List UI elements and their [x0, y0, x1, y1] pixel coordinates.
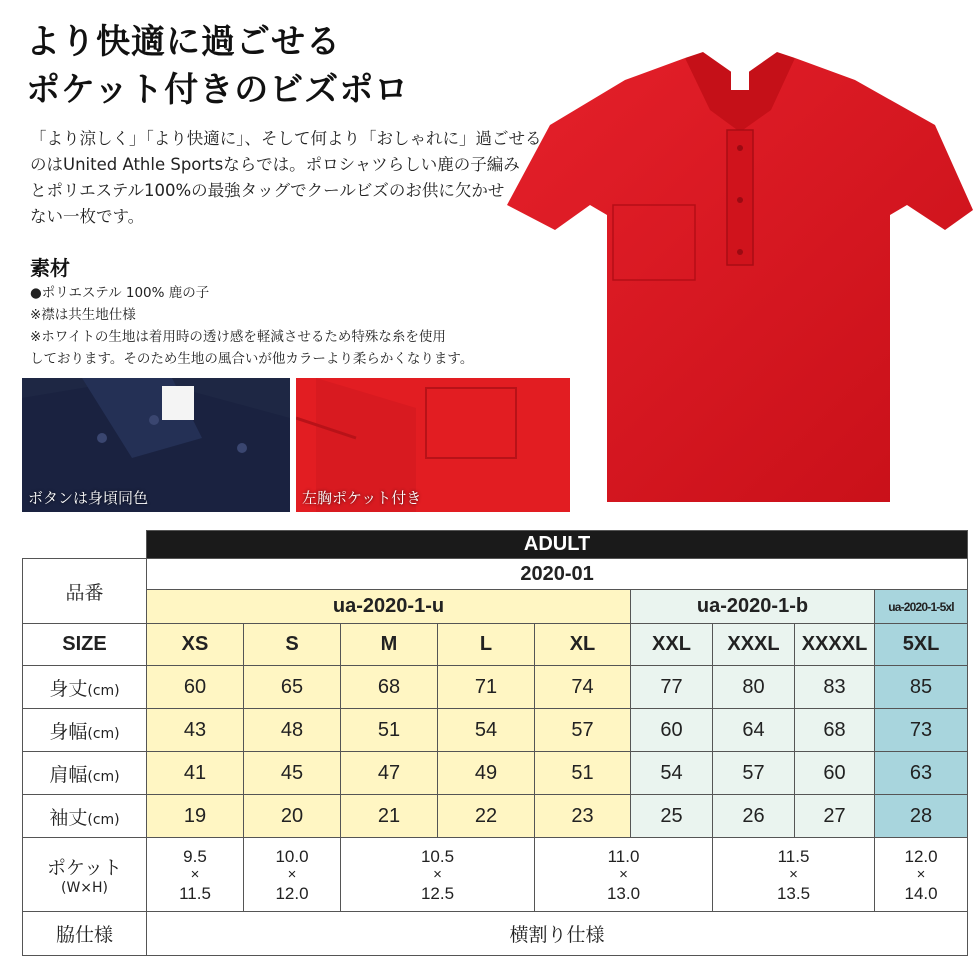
- intro-text: [30, 126, 560, 230]
- material-line: ●ポリエステル 100% 鹿の子: [30, 285, 210, 301]
- group-b: ua-2020-1-b: [631, 590, 875, 624]
- size-m: M: [341, 624, 438, 666]
- cell: 63: [875, 752, 968, 795]
- shirt-button: [737, 197, 743, 203]
- cell: 57: [535, 709, 631, 752]
- row-label-shoulder: [23, 752, 147, 795]
- cell: 21: [341, 795, 438, 838]
- table-row: [23, 752, 968, 795]
- table-corner: [23, 531, 147, 559]
- cell: 80: [713, 666, 795, 709]
- cell: 49: [438, 752, 535, 795]
- table-row: [23, 795, 968, 838]
- size-s: S: [244, 624, 341, 666]
- pocket-cell: 12.0 × 14.0: [875, 838, 968, 912]
- side-label: 脇仕様: [23, 912, 147, 956]
- row-unit: (cm): [87, 768, 120, 785]
- table-row: [23, 838, 968, 912]
- pocket-label-text: ポケット: [46, 857, 123, 879]
- intro-line: のはUnited Athle Sportsならでは。ポロシャツらしい鹿の子編み: [30, 155, 520, 174]
- page-title: [26, 18, 409, 114]
- cell: 54: [631, 752, 713, 795]
- cell: 43: [147, 709, 244, 752]
- size-table: [22, 530, 968, 956]
- cell: 19: [147, 795, 244, 838]
- cell: 57: [713, 752, 795, 795]
- material-heading: 素材: [30, 256, 70, 280]
- pocket-label: [23, 838, 147, 912]
- row-label-length: [23, 666, 147, 709]
- title-line-2: ポケット付きのビズポロ: [26, 70, 410, 110]
- cell: 60: [147, 666, 244, 709]
- material-notes: [30, 282, 570, 370]
- cell: 74: [535, 666, 631, 709]
- size-xl: XL: [535, 624, 631, 666]
- row-label: 肩幅: [49, 763, 88, 786]
- table-row: [23, 912, 968, 956]
- cell: 71: [438, 666, 535, 709]
- photo-caption: ボタンは身頃同色: [28, 489, 149, 507]
- row-label: 身丈: [49, 677, 88, 700]
- cell: 60: [631, 709, 713, 752]
- material-line: ※ホワイトの生地は着用時の透け感を軽減させるため特殊な糸を使用: [30, 329, 446, 345]
- detail-photo-pocket: [296, 378, 570, 512]
- row-label: 身幅: [49, 720, 88, 743]
- size-l: L: [438, 624, 535, 666]
- photo-caption: 左胸ポケット付き: [302, 489, 422, 507]
- cell: 45: [244, 752, 341, 795]
- shirt-button: [737, 249, 743, 255]
- pocket-cell: 11.0 × 13.0: [535, 838, 713, 912]
- size-xxxl: XXXL: [713, 624, 795, 666]
- pocket-cell: 10.5 × 12.5: [341, 838, 535, 912]
- cell: 28: [875, 795, 968, 838]
- cell: 83: [795, 666, 875, 709]
- cell: 64: [713, 709, 795, 752]
- cell: 73: [875, 709, 968, 752]
- cell: 54: [438, 709, 535, 752]
- pocket-cell: 11.5 × 13.5: [713, 838, 875, 912]
- cell: 65: [244, 666, 341, 709]
- cell: 26: [713, 795, 795, 838]
- cell: 22: [438, 795, 535, 838]
- intro-line: とポリエステル100%の最強タッグでクールビズのお供に欠かせ: [30, 181, 505, 200]
- cell: 23: [535, 795, 631, 838]
- cell: 20: [244, 795, 341, 838]
- cell: 47: [341, 752, 438, 795]
- size-xxxxl: XXXXL: [795, 624, 875, 666]
- row-label: 袖丈: [49, 806, 88, 829]
- row-label-width: [23, 709, 147, 752]
- pocket-unit: (W×H): [60, 880, 109, 896]
- intro-line: ない一枚です。: [30, 207, 145, 226]
- cell: 51: [341, 709, 438, 752]
- row-unit: (cm): [87, 682, 120, 699]
- size-5xl: 5XL: [875, 624, 968, 666]
- cell: 25: [631, 795, 713, 838]
- cell: 77: [631, 666, 713, 709]
- table-row: [23, 709, 968, 752]
- cell: 68: [795, 709, 875, 752]
- hinban-label: 品番: [23, 559, 147, 624]
- cell: 60: [795, 752, 875, 795]
- cell: 68: [341, 666, 438, 709]
- cell: 41: [147, 752, 244, 795]
- material-line: しております。そのため生地の風合いが他カラーより柔らかくなります。: [30, 351, 474, 367]
- adult-header: ADULT: [147, 531, 968, 559]
- row-unit: (cm): [87, 811, 120, 828]
- pocket-cell: 9.5 × 11.5: [147, 838, 244, 912]
- detail-photo-button: [22, 378, 290, 512]
- table-row: [23, 666, 968, 709]
- cell: 85: [875, 666, 968, 709]
- cell: 27: [795, 795, 875, 838]
- size-label: SIZE: [23, 624, 147, 666]
- cell: 48: [244, 709, 341, 752]
- shirt-label: [731, 70, 749, 90]
- pocket-cell: 10.0 × 12.0: [244, 838, 341, 912]
- group-5xl: ua-2020-1-5xl: [875, 590, 968, 624]
- row-unit: (cm): [87, 725, 120, 742]
- intro-line: 「より涼しく」「より快適に」、そして何より「おしゃれに」過ごせる: [30, 129, 542, 148]
- row-label-sleeve: [23, 795, 147, 838]
- side-value: 横割り仕様: [147, 912, 968, 956]
- group-u: ua-2020-1-u: [147, 590, 631, 624]
- title-line-1: より快適に過ごせる: [26, 22, 341, 62]
- material-line: ※襟は共生地仕様: [30, 307, 136, 323]
- size-xs: XS: [147, 624, 244, 666]
- cell: 51: [535, 752, 631, 795]
- size-xxl: XXL: [631, 624, 713, 666]
- model-number: 2020-01: [147, 559, 968, 590]
- shirt-button: [737, 145, 743, 151]
